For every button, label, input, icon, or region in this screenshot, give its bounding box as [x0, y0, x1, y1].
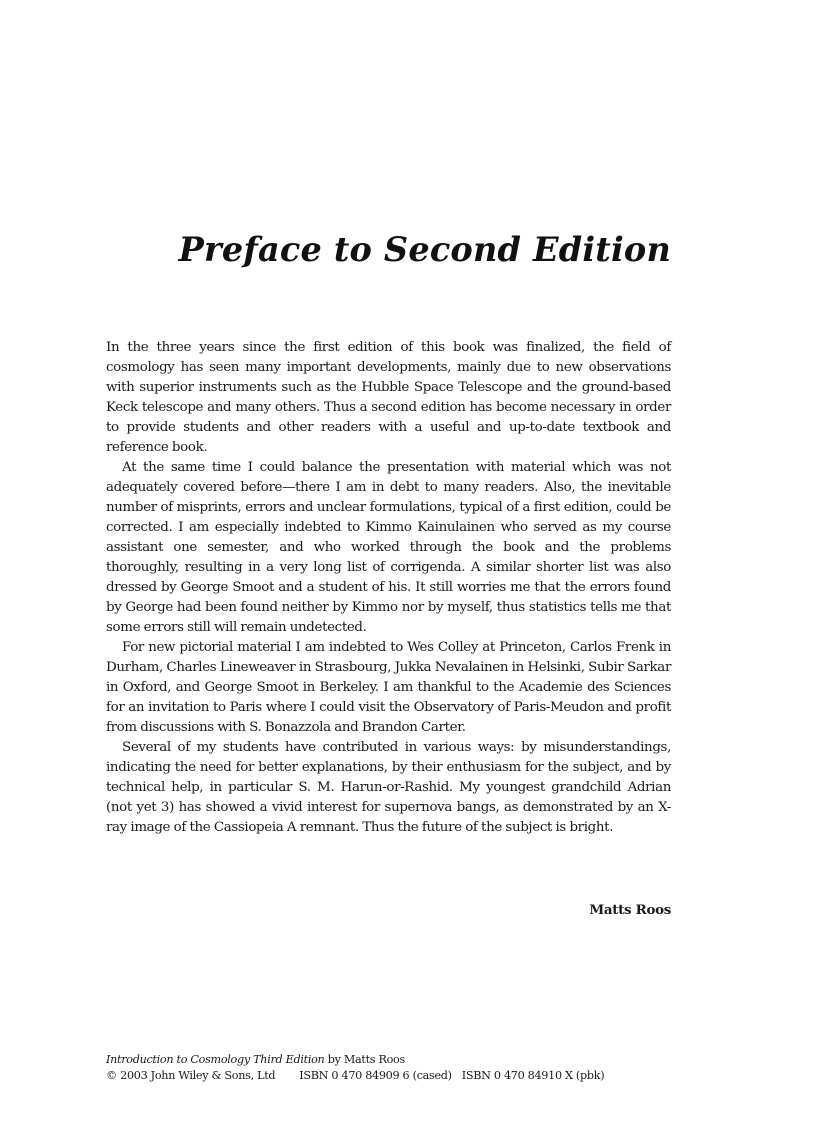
copyright-footer [106, 1052, 706, 1084]
page-title: Preface to Second Edition [178, 230, 671, 269]
paragraph: For new pictorial material I am indebted to Wes Colley at Princeton, Carlos Frenk in Durham, Charles Lineweaver in Strasbourg, Jukka Nevalainen in Helsinki, Subir Sarkar in Oxford, and George Smoot in Berkeley. I am thankful to the Academie des Sciences for an invitation to Paris where I could visit the Observatory of Paris-Meudon and profit from discussions with S. Bonazzola and Brandon Carter. [106, 640, 671, 735]
author-signature: Matts Roos [589, 902, 671, 918]
footer-book-line [106, 1052, 706, 1068]
footer-isbn-pbk: ISBN 0 470 84910 X (pbk) [461, 1069, 605, 1082]
preface-body [106, 338, 671, 838]
footer-copyright: © 2003 John Wiley & Sons, Ltd [106, 1069, 276, 1082]
footer-book-title: Introduction to Cosmology Third Edition [106, 1053, 325, 1066]
footer-publishing-line [106, 1068, 706, 1084]
footer-isbn-cased: ISBN 0 470 84909 6 (cased) [299, 1069, 452, 1082]
paragraph: In the three years since the first edition of this book was finalized, the field of cosmology has seen many important developments, mainly due to new observations with superior instruments such as the Hubble Space Telescope and the ground-based Keck telescope and many others. Thus a second edition has become necessary in order to provide students and other readers with a useful and up-to-date textbook and reference book. [106, 340, 671, 455]
paragraph: Several of my students have contributed in various ways: by misunderstandings, indicating the need for better explanations, by their enthusiasm for the subject, and by technical help, in particular S. M. Harun-or-Rashid. My youngest grandchild Adrian (not yet 3) has showed a vivid interest for supernova bangs, as demonstrated by an X-ray image of the Cassiopeia A remnant. Thus the future of the subject is bright. [106, 740, 671, 835]
paragraph: At the same time I could balance the presentation with material which was not adequately covered before—there I am in debt to many readers. Also, the inevitable number of misprints, errors and unclear formulations, typical of a first edition, could be corrected. I am especially indebted to Kimmo Kainulainen who served as my course assistant one semester, and who worked through the book and the problems thoroughly, resulting in a very long list of corrigenda. A similar shorter list was also dressed by George Smoot and a student of his. It still worries me that the errors found by George had been found neither by Kimmo nor by myself, thus statistics tells me that some errors still will remain undetected. [106, 460, 671, 635]
footer-author: by Matts Roos [327, 1053, 405, 1066]
